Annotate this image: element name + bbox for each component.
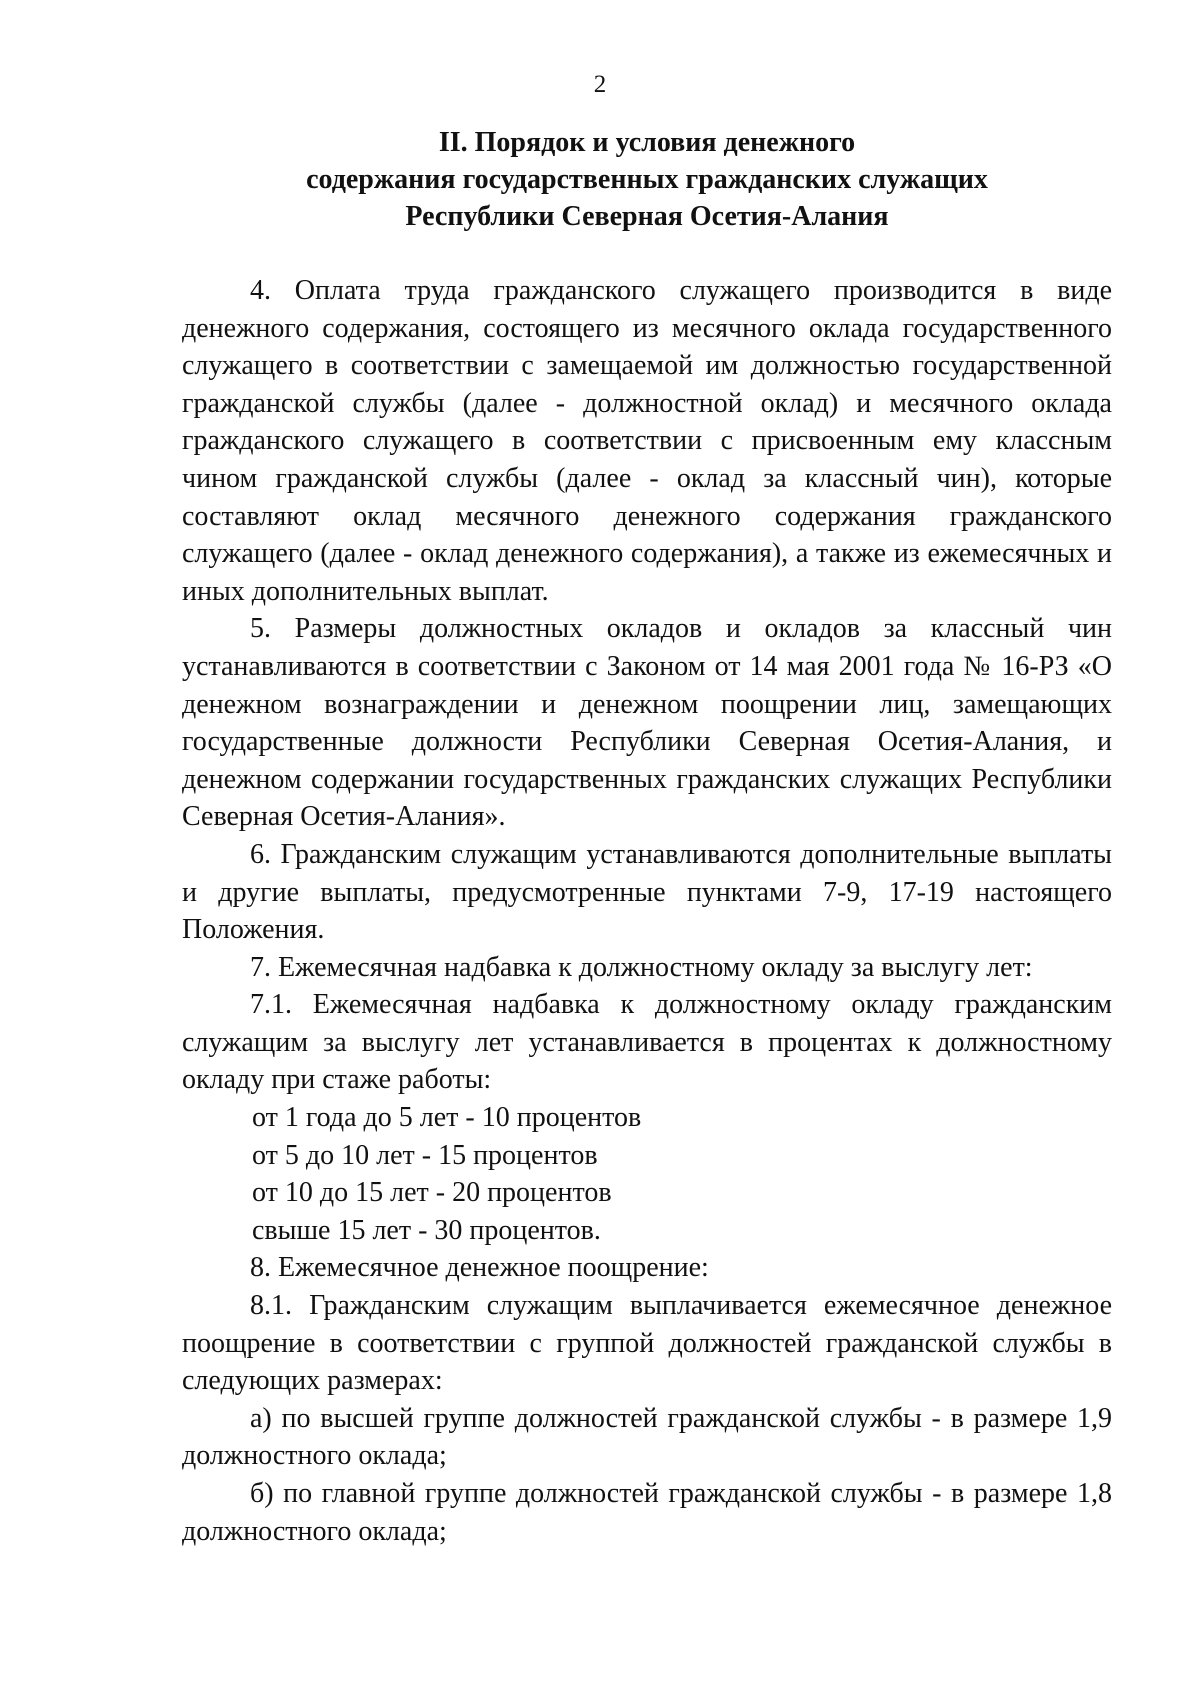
- paragraph-5: 5. Размеры должностных окладов и окладов за классный чин устанавливаются в соответствии с Законом от 14 мая 2001 года № 16-РЗ «О денежном вознаграждении и денежном поощрении лиц, замещающих государственные должности Республики Северная Осетия-Алания, и денежном содержании государственных гражданских служащих Республики Северная Осетия-Алания».: [182, 613, 1112, 833]
- paragraph-b: б) по главной группе должностей гражданской службы - в размере 1,8 должностного оклада;: [182, 1478, 1112, 1547]
- heading-line-2: содержания государственных гражданских служащих: [306, 164, 988, 195]
- seniority-item: от 5 до 10 лет - 15 процентов: [252, 1139, 598, 1171]
- paragraph-6: 6. Гражданским служащим устанавливаются дополнительные выплаты и другие выплаты, предусмотренные пунктами 7-9, 17-19 настоящего Положения.: [182, 838, 1112, 946]
- document-body: [182, 272, 1112, 1550]
- paragraph-4: 4. Оплата труда гражданского служащего производится в виде денежного содержания, состоящего из месячного оклада государственного служащего в соответствии с замещаемой им должностью государственной гражданской службы (далее - должностной оклад) и месячного оклада гражданского служащего в соответствии с присвоенным ему классным чином гражданской службы (далее - оклад за классный чин), которые составляют оклад месячного денежного содержания гражданского служащего (далее - оклад денежного содержания), а также из ежемесячных и иных дополнительных выплат.: [182, 275, 1112, 607]
- seniority-item: от 1 года до 5 лет - 10 процентов: [252, 1102, 642, 1134]
- heading-line-1: II. Порядок и условия денежного: [438, 127, 856, 158]
- paragraph-8-1: 8.1. Гражданским служащим выплачивается ежемесячное денежное поощрение в соответствии с группой должностей гражданской службы в следующих размерах:: [182, 1290, 1112, 1397]
- page-number: 2: [593, 71, 607, 98]
- section-heading: [182, 124, 1112, 235]
- paragraph-8: 8. Ежемесячное денежное поощрение:: [250, 1252, 709, 1284]
- seniority-item: от 10 до 15 лет - 20 процентов: [252, 1177, 612, 1209]
- paragraph-7: 7. Ежемесячная надбавка к должностному окладу за выслугу лет:: [250, 951, 1033, 983]
- seniority-item: свыше 15 лет - 30 процентов.: [252, 1214, 601, 1246]
- paragraph-7-1: 7.1. Ежемесячная надбавка к должностному окладу гражданским служащим за выслугу лет устанавливается в процентах к должностному окладу при стаже работы:: [182, 989, 1112, 1096]
- paragraph-a: а) по высшей группе должностей гражданской службы - в размере 1,9 должностного оклада;: [182, 1402, 1112, 1472]
- heading-line-3: Республики Северная Осетия-Алания: [405, 201, 889, 232]
